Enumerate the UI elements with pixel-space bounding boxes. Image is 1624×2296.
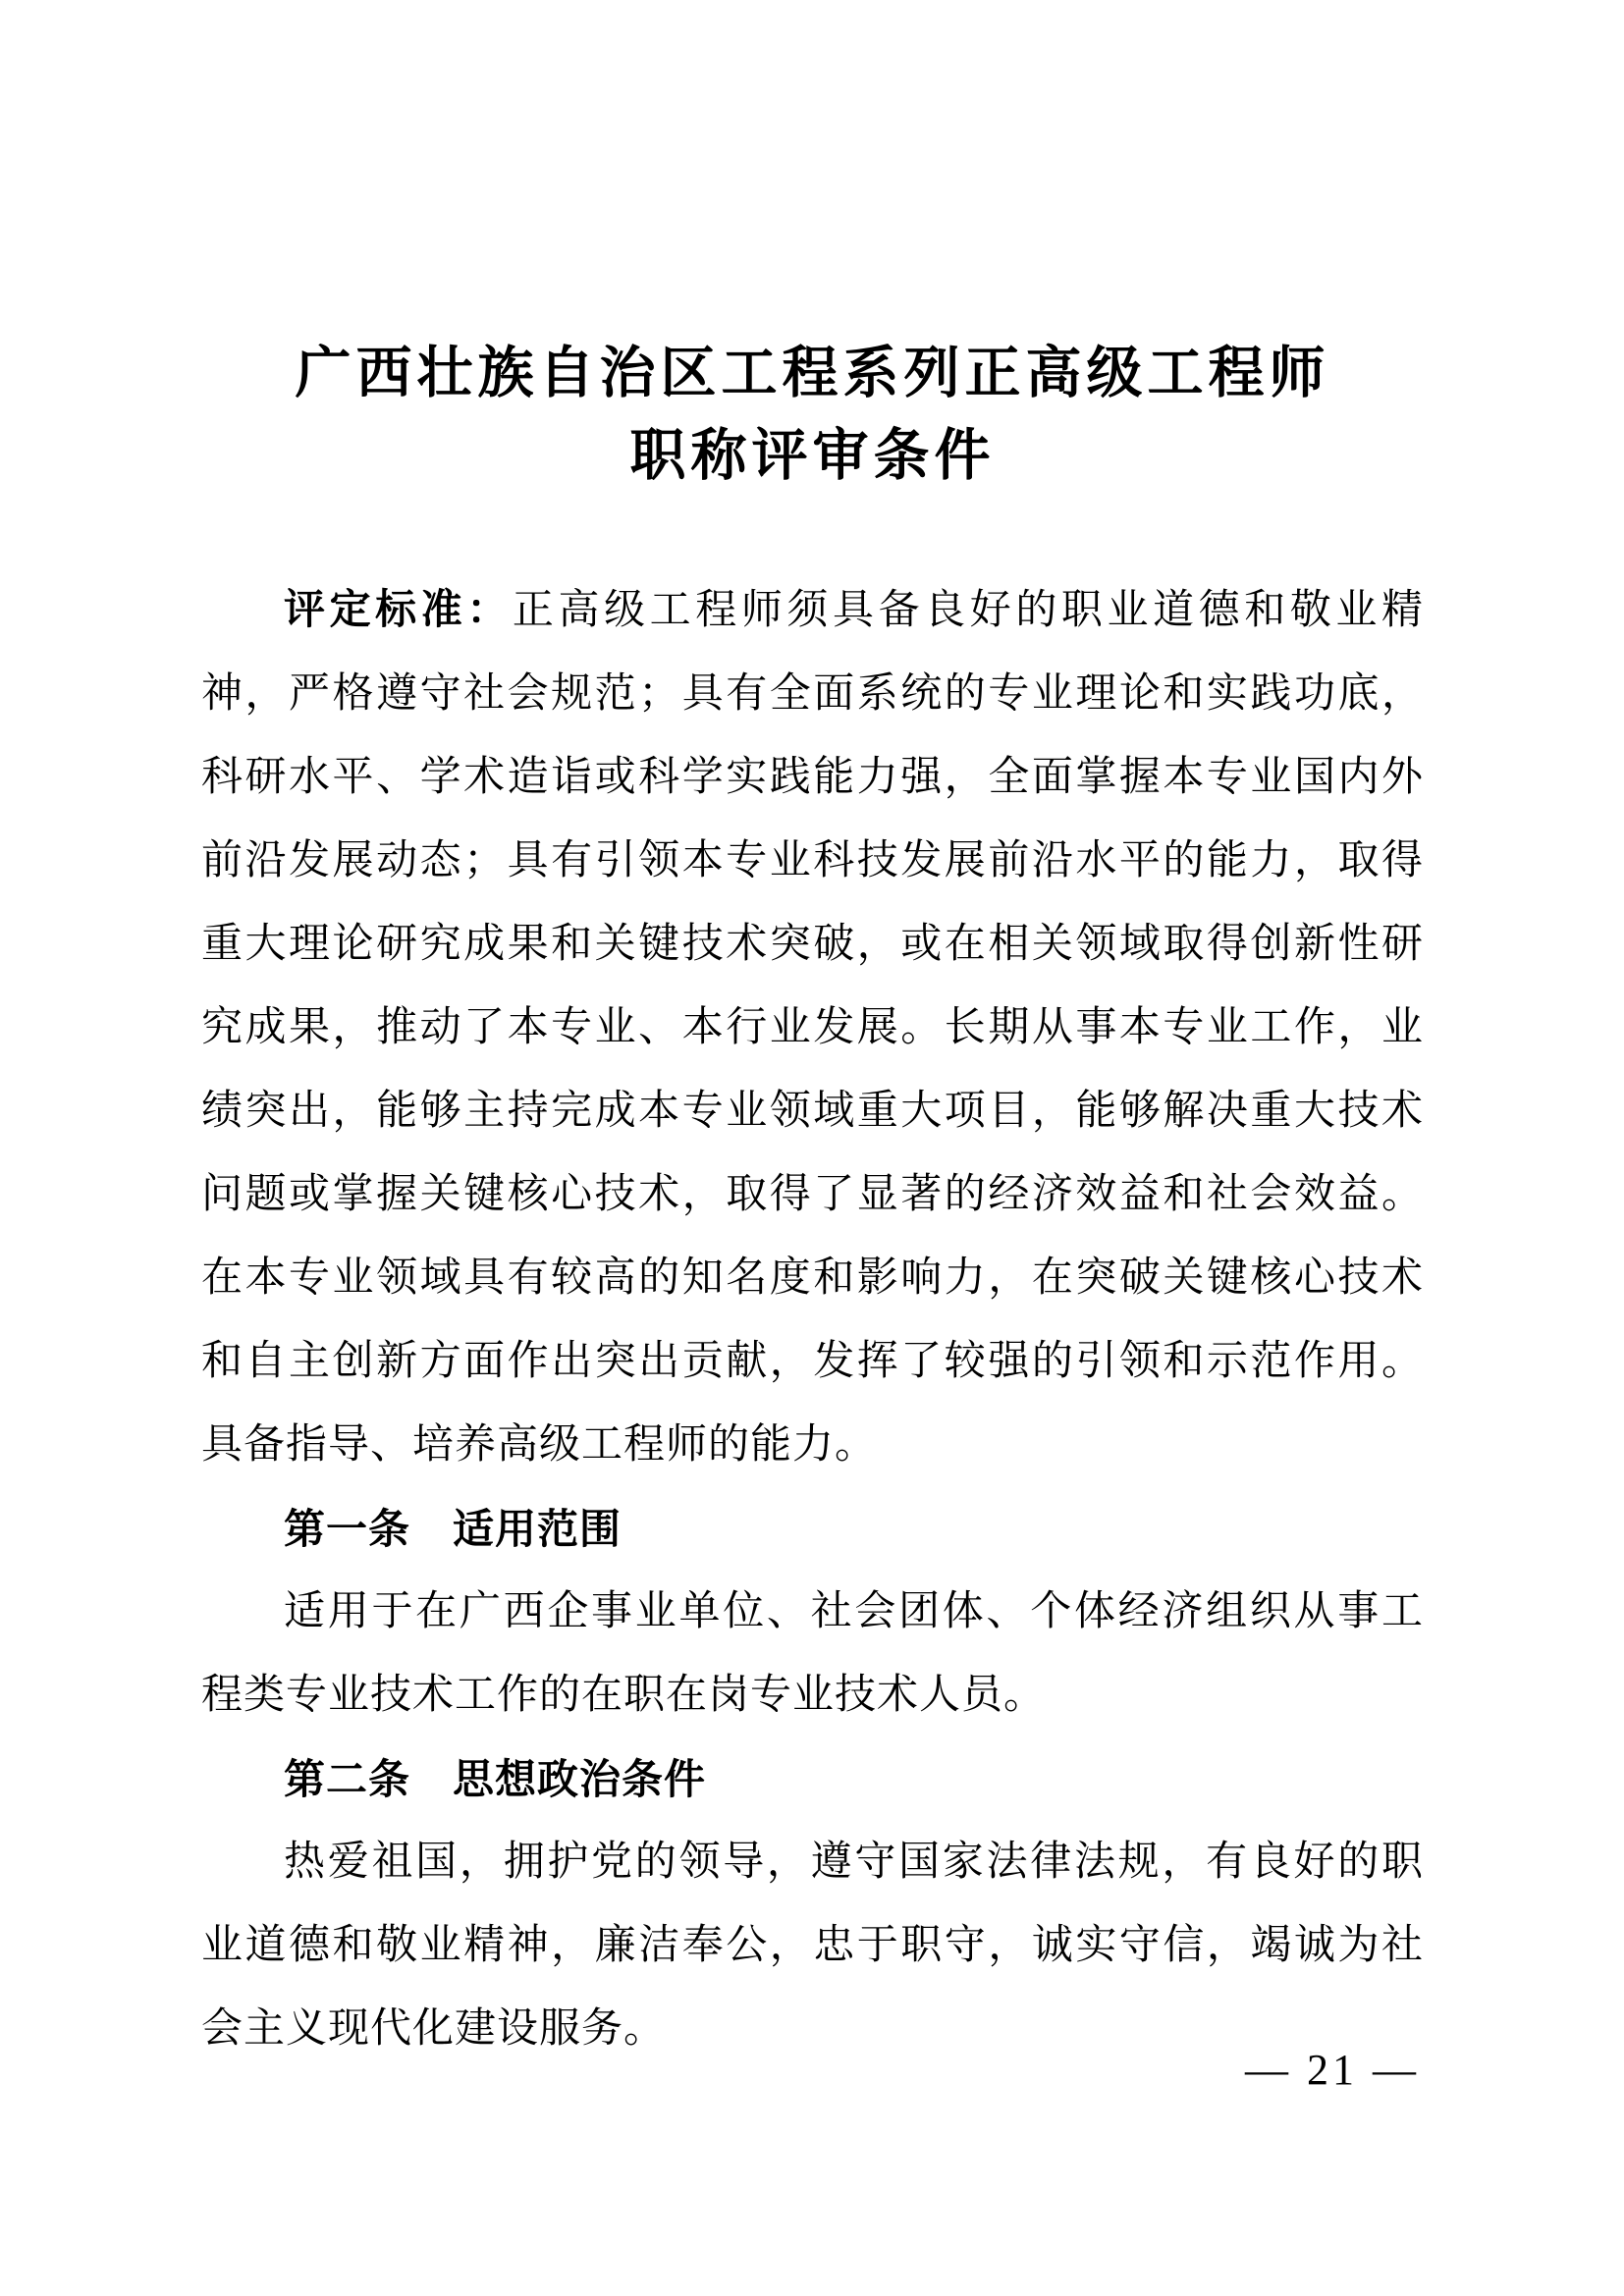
section-heading: 第二条 思想政治条件 <box>284 1756 707 1802</box>
paragraph-line: 热爱祖国，拥护党的领导，遵守国家法律法规，有良好的职 <box>284 1840 1424 1885</box>
title-line-1: 广西壮族自治区工程系列正高级工程师 <box>295 342 1330 404</box>
paragraph-lead-label: 评定标准： <box>284 586 513 632</box>
paragraph-line: 适用于在广西企事业单位、社会团体、个体经济组织从事工 <box>284 1589 1424 1634</box>
paragraph-line: 前沿发展动态；具有引领本专业科技发展前沿水平的能力，取得 <box>201 838 1424 883</box>
paragraph-line: 绩突出，能够主持完成本专业领域重大项目，能够解决重大技术 <box>201 1089 1424 1134</box>
paragraph-line: 重大理论研究成果和关键技术突破，或在相关领域取得创新性研 <box>201 922 1424 967</box>
paragraph-line: 会主义现代化建设服务。 <box>201 2006 667 2052</box>
paragraph-line: 在本专业领域具有较高的知名度和影响力，在突破关键核心技术 <box>201 1255 1424 1301</box>
paragraph-line: 和自主创新方面作出突出贡献，发挥了较强的引领和示范作用。 <box>201 1339 1424 1384</box>
paragraph-text: 正高级工程师须具备良好的职业道德和敬业精 <box>512 588 1424 633</box>
document-body <box>201 567 1424 2071</box>
paragraph-line: 科研水平、学术造诣或科学实践能力强，全面掌握本专业国内外 <box>201 755 1424 800</box>
paragraph-line: 业道德和敬业精神，廉洁奉公，忠于职守，诚实守信，竭诚为社 <box>201 1923 1424 1968</box>
section-heading: 第一条 适用范围 <box>284 1506 623 1552</box>
paragraph-line <box>201 567 1424 653</box>
document-title <box>201 332 1424 497</box>
paragraph-line: 程类专业技术工作的在职在岗专业技术人员。 <box>201 1673 1047 1718</box>
paragraph-line: 具备指导、培养高级工程师的能力。 <box>201 1422 878 1468</box>
page-number: — 21 — <box>1245 2046 1420 2094</box>
title-line-2: 职称评审条件 <box>629 424 996 487</box>
paragraph-line: 问题或掌握关键核心技术，取得了显著的经济效益和社会效益。 <box>201 1172 1424 1217</box>
paragraph-line: 神，严格遵守社会规范；具有全面系统的专业理论和实践功底， <box>201 671 1424 717</box>
paragraph-line: 究成果，推动了本专业、本行业发展。长期从事本专业工作，业 <box>201 1005 1424 1050</box>
